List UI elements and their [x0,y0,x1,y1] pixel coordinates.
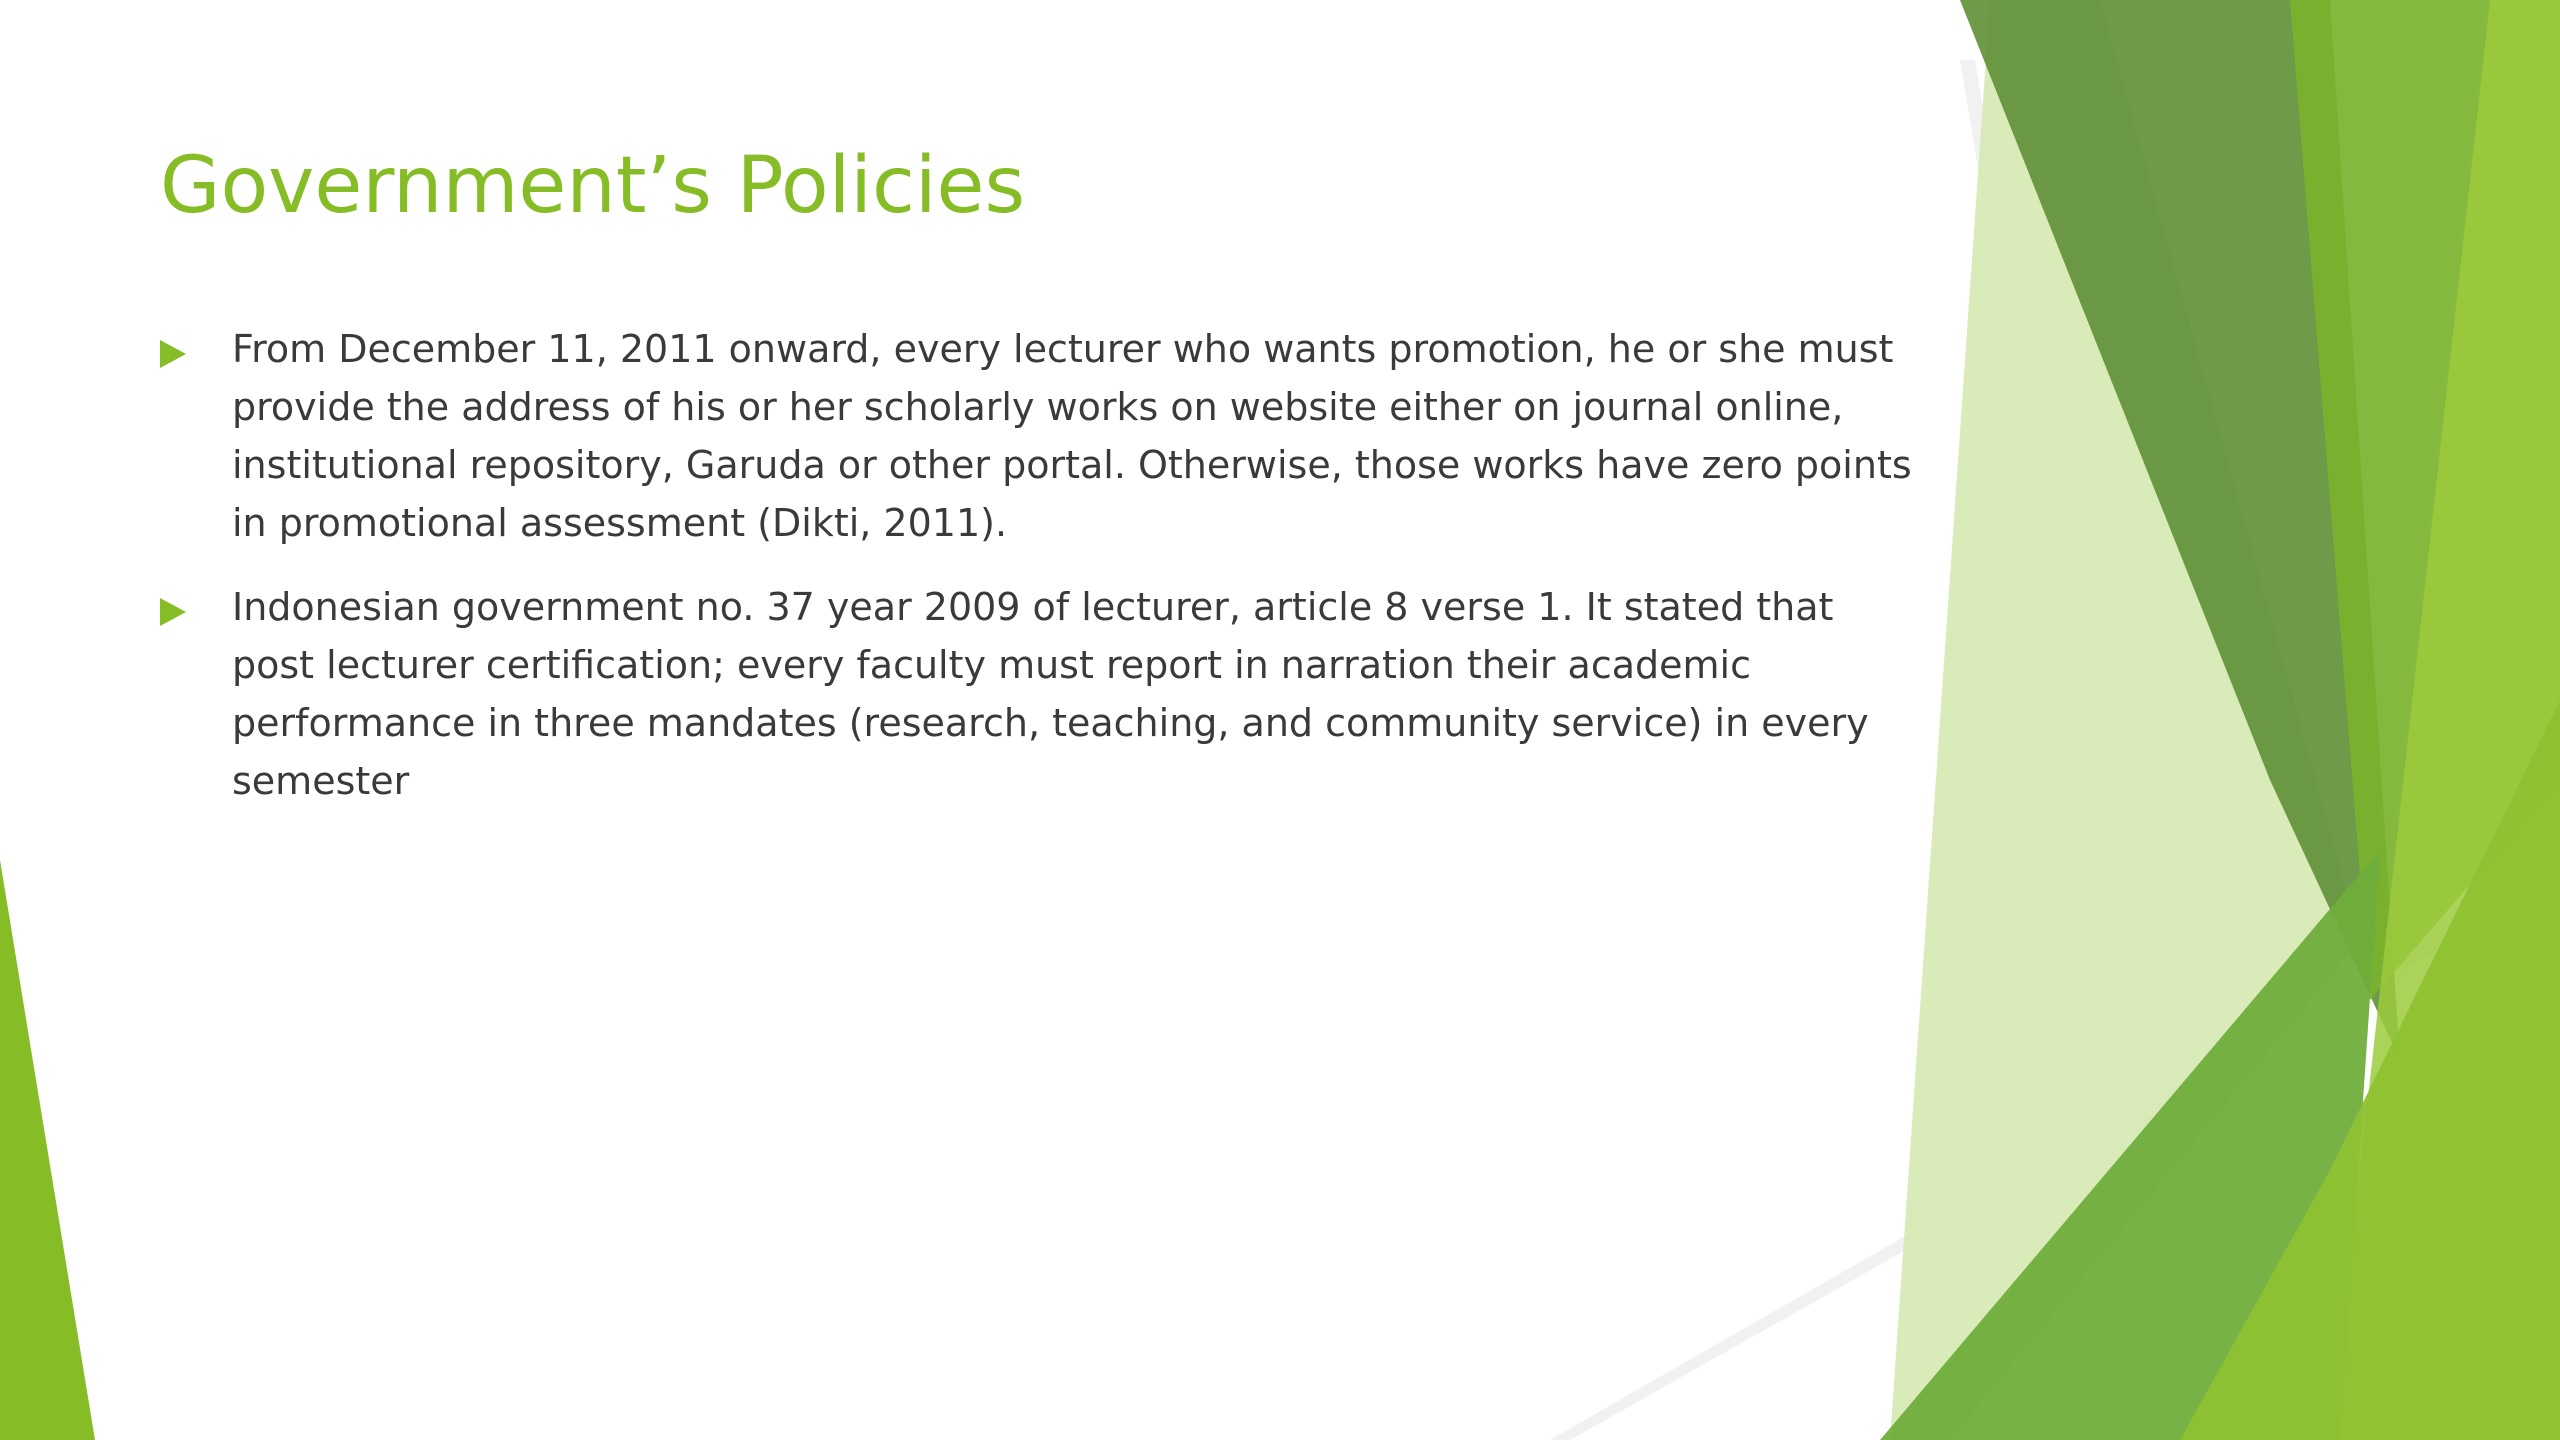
bullet-text: Indonesian government no. 37 year 2009 of lecturer, article 8 verse 1. It stated that post lecturer certification; every faculty must report in narration their academic performance in three mandates (research, teaching, and community service) in every semester [232,585,1869,803]
triangle-bullet-icon [160,598,186,626]
bullet-item [160,320,1920,552]
bullet-text: From December 11, 2011 onward, every lecturer who wants promotion, he or she must provide the address of his or her scholarly works on website either on journal online, institutional repository, Garuda or other portal. Otherwise, those works have zero points in promotional assessment (Dikti, 2011). [232,327,1912,545]
slide-title: Government’s Policies [160,141,1026,231]
facet-left-sliver [0,860,95,1440]
triangle-bullet-icon [160,340,186,368]
bullet-item [160,578,1920,810]
bullet-list [160,320,1920,836]
